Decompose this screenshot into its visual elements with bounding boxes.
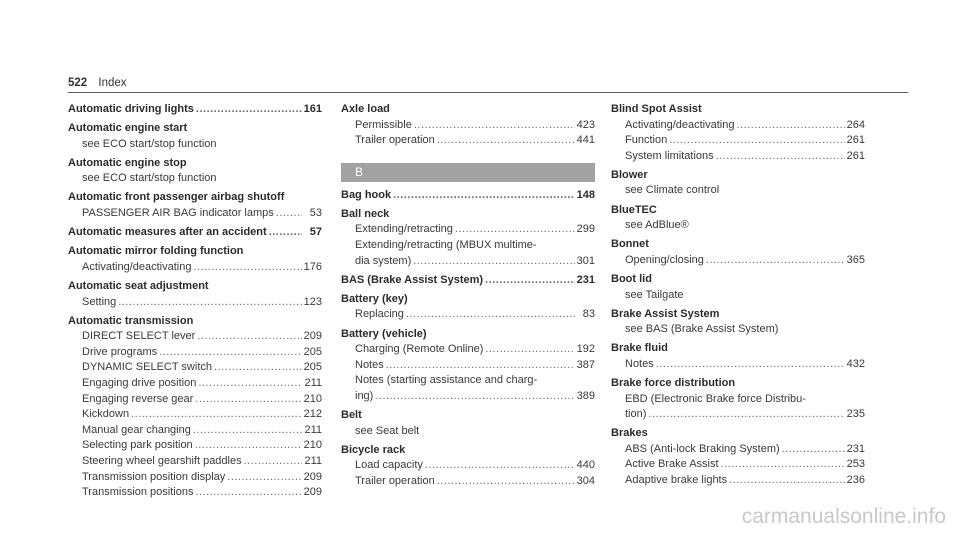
leader-dots [437, 474, 575, 490]
entry-text: Load capacity [355, 459, 423, 472]
entry-text: Activating/deactivating [82, 260, 192, 273]
index-column-1 [68, 102, 322, 501]
index-entry [68, 345, 322, 361]
leader-dots [214, 360, 302, 376]
page-reference[interactable]: 192 [576, 343, 595, 356]
page-reference[interactable]: 161 [303, 103, 322, 115]
index-heading [341, 207, 595, 223]
entry-text: Automatic transmission [68, 314, 194, 327]
page-reference[interactable]: 261 [846, 134, 865, 147]
index-subentry: see ECO start/stop function [82, 137, 217, 150]
page-reference[interactable]: 261 [846, 149, 865, 162]
index-entry [68, 470, 322, 486]
index-entry [68, 206, 322, 222]
index-entry [611, 149, 865, 165]
leader-dots [669, 133, 844, 149]
page-reference[interactable]: 176 [303, 260, 322, 273]
index-heading [611, 203, 865, 219]
page-reference[interactable]: 211 [304, 454, 322, 467]
entry-text: Brake force distribution [611, 377, 736, 389]
entry-text: Ball neck [341, 207, 390, 220]
page-reference[interactable]: 53 [309, 207, 322, 220]
entry-text: Automatic seat adjustment [68, 279, 209, 292]
index-entry [68, 376, 322, 392]
page-reference[interactable]: 440 [576, 459, 595, 472]
entry-text: dia system) [355, 254, 412, 267]
leader-dots [198, 376, 302, 392]
page-reference[interactable]: 231 [846, 442, 865, 455]
index-entry [341, 458, 595, 474]
entry-text: ABS (Anti-lock Braking System) [625, 442, 780, 455]
page-reference[interactable]: 441 [576, 134, 595, 147]
index-entry [68, 360, 322, 376]
leader-dots [721, 457, 845, 473]
page-reference[interactable]: 209 [303, 470, 322, 483]
entry-text: Manual gear changing [82, 423, 191, 436]
leader-dots [375, 389, 574, 405]
index-entry [341, 474, 595, 490]
entry-text: Axle load [341, 103, 390, 115]
index-heading [68, 190, 322, 206]
entry-text: Extending/retracting [355, 223, 453, 236]
index-heading [611, 102, 865, 118]
page-number: 522 [68, 77, 88, 89]
page-reference[interactable]: 235 [846, 408, 865, 421]
index-subentry: EBD (Electronic Brake force Distribu- [625, 392, 806, 405]
index-heading [611, 341, 865, 357]
entry-text: tion) [625, 408, 647, 421]
index-subentry: Extending/retracting (MBUX multime- [355, 239, 537, 252]
page-reference[interactable]: 253 [846, 458, 865, 471]
entry-text: ing) [355, 389, 374, 402]
entry-text: Engaging reverse gear [82, 392, 194, 405]
index-heading [68, 244, 322, 260]
leader-dots [455, 222, 575, 238]
page-reference[interactable]: 210 [303, 392, 322, 405]
index-subentry: see AdBlue® [625, 219, 689, 232]
index-entry [341, 389, 595, 405]
index-heading [68, 102, 322, 118]
page-reference[interactable]: 236 [846, 474, 865, 487]
leader-dots [196, 102, 302, 118]
leader-dots [393, 188, 575, 204]
index-heading [341, 408, 595, 424]
page-reference[interactable]: 387 [576, 358, 595, 371]
leader-dots [413, 254, 574, 270]
index-entry [611, 118, 865, 134]
entry-text: Transmission positions [82, 486, 194, 499]
entry-text: Bicycle rack [341, 443, 406, 456]
leader-dots [227, 470, 301, 486]
page-reference[interactable]: 211 [304, 377, 322, 389]
index-heading [611, 307, 865, 323]
index-entry [341, 342, 595, 358]
leader-dots [648, 407, 844, 423]
page-reference[interactable]: 423 [576, 118, 595, 131]
leader-dots [195, 485, 301, 501]
index-subentry: see BAS (Brake Assist System) [625, 323, 779, 336]
entry-text: BAS (Brake Assist System) [341, 273, 484, 286]
entry-text: Permissible [355, 118, 412, 131]
index-entry [68, 295, 322, 311]
page-reference[interactable]: 301 [576, 254, 595, 267]
index-entry [68, 392, 322, 408]
index-heading [68, 225, 322, 241]
index-entry [341, 254, 595, 270]
entry-text: Engaging drive position [82, 377, 197, 389]
entry-text: Active Brake Assist [625, 458, 719, 471]
page-reference[interactable]: 123 [303, 295, 322, 308]
entry-text: Boot lid [611, 272, 652, 285]
leader-dots [716, 149, 845, 165]
entry-text: BlueTEC [611, 203, 657, 216]
entry-text: DYNAMIC SELECT switch [82, 361, 212, 374]
leader-dots [729, 473, 845, 489]
page-reference[interactable]: 205 [303, 345, 322, 358]
index-heading [68, 279, 322, 295]
entry-text: Notes [625, 357, 654, 370]
index-entry [611, 457, 865, 473]
entry-text: Drive programs [82, 345, 158, 358]
leader-dots [485, 273, 575, 289]
page-reference[interactable]: 231 [576, 273, 595, 286]
index-entry [611, 442, 865, 458]
index-entry [68, 423, 322, 439]
index-entry [611, 357, 865, 373]
leader-dots [195, 438, 302, 454]
entry-text: Automatic driving lights [68, 103, 194, 115]
entry-text: Setting [82, 295, 117, 308]
entry-text: Automatic mirror folding function [68, 245, 244, 258]
page-reference[interactable]: 212 [303, 408, 322, 421]
page-reference[interactable]: 304 [576, 474, 595, 487]
leader-dots [118, 295, 301, 311]
entry-text: Automatic front passenger airbag shutoff [68, 191, 285, 204]
entry-text: Blower [611, 168, 648, 181]
entry-text: Adaptive brake lights [625, 474, 728, 487]
entry-text: Selecting park position [82, 439, 193, 452]
page-reference[interactable]: 264 [846, 118, 865, 131]
index-subentry: see ECO start/stop function [82, 172, 217, 185]
index-entry [611, 473, 865, 489]
index-heading [341, 443, 595, 459]
leader-dots [193, 260, 301, 276]
entry-text: Brake Assist System [611, 307, 720, 320]
entry-text: Battery (vehicle) [341, 327, 427, 340]
leader-dots [159, 345, 301, 361]
section-letter: B [341, 163, 595, 182]
entry-text: Opening/closing [625, 253, 704, 266]
index-heading [68, 156, 322, 172]
leader-dots [782, 442, 845, 458]
entry-text: Bonnet [611, 238, 649, 251]
page-reference[interactable]: 365 [846, 253, 865, 266]
index-heading [611, 272, 865, 288]
index-entry [68, 485, 322, 501]
leader-dots [131, 407, 302, 423]
header-rule [68, 92, 908, 93]
index-heading [611, 376, 865, 392]
index-heading [611, 168, 865, 184]
leader-dots [195, 392, 301, 408]
index-heading [611, 426, 865, 442]
index-subentry: Notes (starting assistance and charg- [355, 374, 538, 387]
entry-text: Automatic engine start [68, 122, 188, 135]
watermark: carmanualsonline.info [741, 505, 946, 528]
leader-dots [406, 307, 575, 323]
index-entry [68, 407, 322, 423]
entry-text: Automatic engine stop [68, 156, 187, 169]
entry-text: System limitations [625, 149, 714, 162]
index-entry [611, 407, 865, 423]
index-heading [68, 314, 322, 330]
index-entry [341, 307, 595, 323]
index-heading [341, 102, 595, 118]
index-heading [341, 188, 595, 204]
page-reference[interactable]: 432 [846, 357, 865, 370]
index-heading [341, 327, 595, 343]
entry-text: Bag hook [341, 188, 392, 201]
index-column-2 [341, 102, 595, 489]
entry-text: Notes [355, 358, 384, 371]
entry-text: Blind Spot Assist [611, 103, 702, 115]
page-reference[interactable]: 209 [303, 330, 322, 343]
entry-text: Belt [341, 409, 362, 421]
leader-dots [197, 329, 301, 345]
entry-text: Transmission position display [82, 470, 226, 483]
leader-dots [437, 133, 575, 149]
entry-text: Kickdown [82, 408, 130, 421]
index-heading [341, 273, 595, 289]
index-column-3 [611, 102, 865, 489]
entry-text: Steering wheel gearshift paddles [82, 454, 242, 467]
entry-text: Function [625, 134, 668, 147]
page-reference[interactable]: 211 [304, 423, 322, 436]
page-reference[interactable]: 205 [303, 361, 322, 374]
entry-text: Brake fluid [611, 342, 668, 355]
page-reference[interactable]: 148 [576, 188, 595, 201]
index-entry [68, 438, 322, 454]
entry-text: Replacing [355, 308, 404, 321]
leader-dots [414, 118, 575, 134]
entry-text: PASSENGER AIR BAG indicator lamps [82, 207, 274, 220]
page-reference[interactable]: 389 [576, 389, 595, 402]
entry-text: DIRECT SELECT lever [82, 330, 196, 343]
leader-dots [656, 357, 845, 373]
index-entry [611, 133, 865, 149]
leader-dots [269, 225, 302, 241]
entry-text: Automatic measures after an accident [68, 226, 267, 239]
page-reference[interactable]: 210 [303, 439, 322, 452]
entry-text: Charging (Remote Online) [355, 343, 484, 356]
index-entry [68, 329, 322, 345]
page-header [68, 77, 127, 89]
index-heading [341, 292, 595, 308]
entry-text: Activating/deactivating [625, 118, 735, 131]
entry-text: Trailer operation [355, 474, 435, 487]
leader-dots [706, 253, 845, 269]
index-entry [341, 118, 595, 134]
index-entry [68, 260, 322, 276]
page-reference[interactable]: 83 [582, 308, 595, 321]
section-title: Index [98, 77, 127, 89]
entry-text: Trailer operation [355, 134, 435, 147]
entry-text: Battery (key) [341, 292, 408, 305]
index-heading [68, 121, 322, 137]
leader-dots [244, 454, 302, 470]
entry-text: Brakes [611, 427, 648, 440]
index-entry [341, 133, 595, 149]
index-entry [341, 358, 595, 374]
leader-dots [425, 458, 575, 474]
page-reference[interactable]: 299 [576, 223, 595, 236]
leader-dots [193, 423, 302, 439]
index-subentry: see Climate control [625, 184, 720, 197]
leader-dots [276, 206, 302, 222]
index-subentry: see Seat belt [355, 424, 420, 437]
leader-dots [386, 358, 575, 374]
index-subentry: see Tailgate [625, 288, 684, 301]
index-entry [68, 454, 322, 470]
page-reference[interactable]: 57 [309, 226, 322, 239]
leader-dots [736, 118, 844, 134]
page-reference[interactable]: 209 [303, 486, 322, 499]
index-entry [341, 222, 595, 238]
index-entry [611, 253, 865, 269]
leader-dots [485, 342, 574, 358]
index-heading [611, 237, 865, 253]
